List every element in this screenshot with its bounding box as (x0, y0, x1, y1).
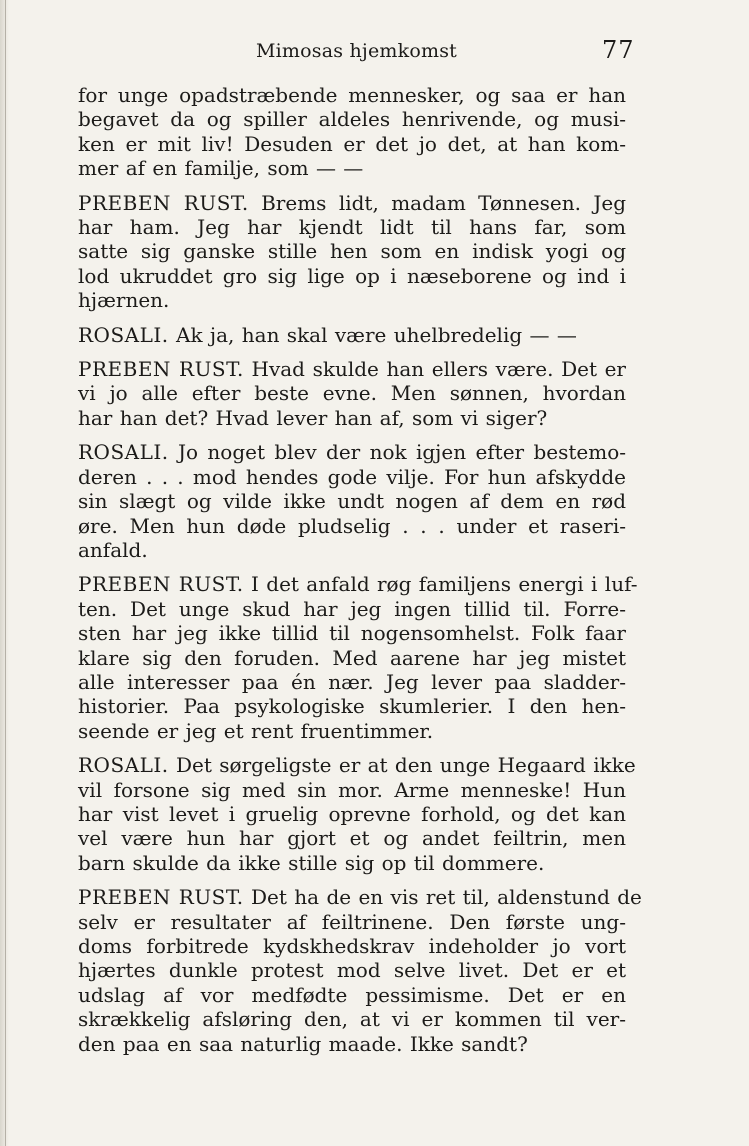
text-body (78, 83, 642, 1066)
line-text: satte sig ganske stille hen som en indisk yogi og (78, 239, 626, 264)
text-line (78, 465, 626, 489)
text-line (78, 851, 626, 875)
text-line (78, 288, 626, 312)
text-line (78, 694, 626, 718)
line-text: lod ukruddet gro sig lige op i næseborene og ind i (78, 263, 626, 288)
line-text: vi jo alle efter beste evne. Men sønnen, hvordan (78, 381, 626, 406)
line-text: Det sørgeligste er at den unge Hegaard ikke (176, 753, 636, 778)
line-text: seende er jeg et rent fruentimmer. (78, 718, 434, 743)
dialogue-paragraph (78, 753, 636, 875)
running-title: Mimosas hjemkomst (256, 40, 457, 62)
line-text: vil forsone sig med sin mor. Arme menneske! Hun (78, 777, 626, 802)
line-text: har ham. Jeg har kjendt lidt til hans far, som (78, 215, 626, 240)
text-line (78, 802, 626, 826)
text-line (78, 885, 642, 910)
dialogue-paragraph (78, 440, 626, 562)
speaker-name: PREBEN RUST. (78, 357, 244, 382)
text-line (78, 1007, 626, 1031)
speaker-name: ROSALI. (78, 753, 169, 778)
text-line (78, 753, 636, 778)
text-line (78, 646, 626, 670)
text-line (78, 983, 626, 1007)
text-line (78, 215, 626, 239)
text-line (78, 572, 638, 597)
line-text: deren . . . mod hendes gode vilje. For hun afskydde (78, 464, 626, 489)
line-text: I det anfald røg familjens energi i luf- (251, 572, 638, 597)
speaker-name: ROSALI. (78, 322, 169, 347)
text-line (78, 191, 626, 215)
text-line (78, 83, 626, 107)
line-text: ten. Det unge skud har jeg ingen tillid til. Forre- (78, 596, 626, 621)
line-text: udslag af vor medfødte pessimisme. Det er en (78, 982, 626, 1007)
line-text: Brems lidt, madam Tønnesen. Jeg (261, 190, 626, 215)
text-line (78, 489, 626, 513)
dialogue-paragraph (78, 572, 638, 743)
dialogue-paragraph (78, 885, 642, 1056)
page-number: 77 (602, 36, 635, 64)
line-text: ken er mit liv! Desuden er det jo det, at han kom- (78, 131, 626, 156)
speaker-name: PREBEN RUST. (78, 572, 244, 597)
prose-paragraph (78, 83, 626, 181)
line-text: selv er resultater af feiltrinene. Den første ung- (78, 909, 626, 934)
running-head (0, 38, 749, 66)
line-text: øre. Men hun døde pludselig . . . under et raseri- (78, 513, 626, 538)
dialogue-paragraph (78, 323, 626, 347)
text-line (78, 440, 626, 464)
binding-line (5, 0, 6, 1146)
line-text: hjærnen. (78, 288, 170, 313)
text-line (78, 621, 626, 645)
text-line (78, 406, 626, 430)
line-text: Jo noget blev der nok igjen efter bestemo- (178, 440, 627, 465)
text-line (78, 910, 626, 934)
text-line (78, 934, 626, 958)
text-line (78, 514, 626, 538)
dialogue-paragraph (78, 357, 626, 430)
text-line (78, 107, 626, 131)
line-text: skrækkelig afsløring den, at vi er kommen til ver- (78, 1007, 626, 1032)
dialogue-paragraph (78, 191, 626, 313)
text-line (78, 1032, 626, 1056)
text-line (78, 381, 626, 405)
speaker-name: ROSALI. (78, 440, 169, 465)
text-line (78, 132, 626, 156)
line-text: sin slægt og vilde ikke undt nogen af dem en rød (78, 489, 626, 514)
text-line (78, 538, 626, 562)
line-text: klare sig den foruden. Med aarene har jeg mistet (78, 645, 626, 670)
text-line (78, 719, 626, 743)
line-text: mer af en familje, som — — (78, 156, 364, 181)
line-text: sten har jeg ikke tillid til nogensomhelst. Folk faar (78, 621, 626, 646)
text-line (78, 670, 626, 694)
line-text: Det ha de en vis ret til, aldenstund de (251, 885, 642, 910)
line-text: doms forbitrede kydskhedskrav indeholder jo vort (78, 934, 626, 958)
text-line (78, 778, 626, 802)
text-line (78, 958, 626, 982)
speaker-name: PREBEN RUST. (78, 190, 249, 215)
line-text: for unge opadstræbende mennesker, og saa er han (78, 83, 626, 107)
line-text: Ak ja, han skal være uhelbredelig — — (176, 322, 577, 347)
line-text: vel være hun har gjort et og andet feiltrin, men (78, 826, 626, 851)
line-text: har vist levet i gruelig oprevne forhold, og det kan (78, 801, 626, 826)
line-text: den paa en saa naturlig maade. Ikke sandt? (78, 1031, 528, 1056)
line-text: Hvad skulde han ellers være. Det er (251, 357, 626, 382)
text-line (78, 156, 626, 180)
text-line (78, 239, 626, 263)
text-line (78, 826, 626, 850)
line-text: begavet da og spiller aldeles henrivende, og musi- (78, 107, 626, 132)
text-line (78, 357, 626, 381)
line-text: barn skulde da ikke stille sig op til dommere. (78, 850, 545, 875)
line-text: alle interesser paa én nær. Jeg lever paa sladder- (78, 669, 626, 694)
line-text: historier. Paa psykologiske skumlerier. I den hen- (78, 694, 626, 719)
line-text: hjærtes dunkle protest mod selve livet. Det er et (78, 958, 626, 983)
speaker-name: PREBEN RUST. (78, 885, 244, 910)
text-line (78, 264, 626, 288)
line-text: har han det? Hvad lever han af, som vi siger? (78, 405, 548, 430)
line-text: anfald. (78, 537, 148, 562)
text-line (78, 323, 626, 347)
text-line (78, 597, 626, 621)
